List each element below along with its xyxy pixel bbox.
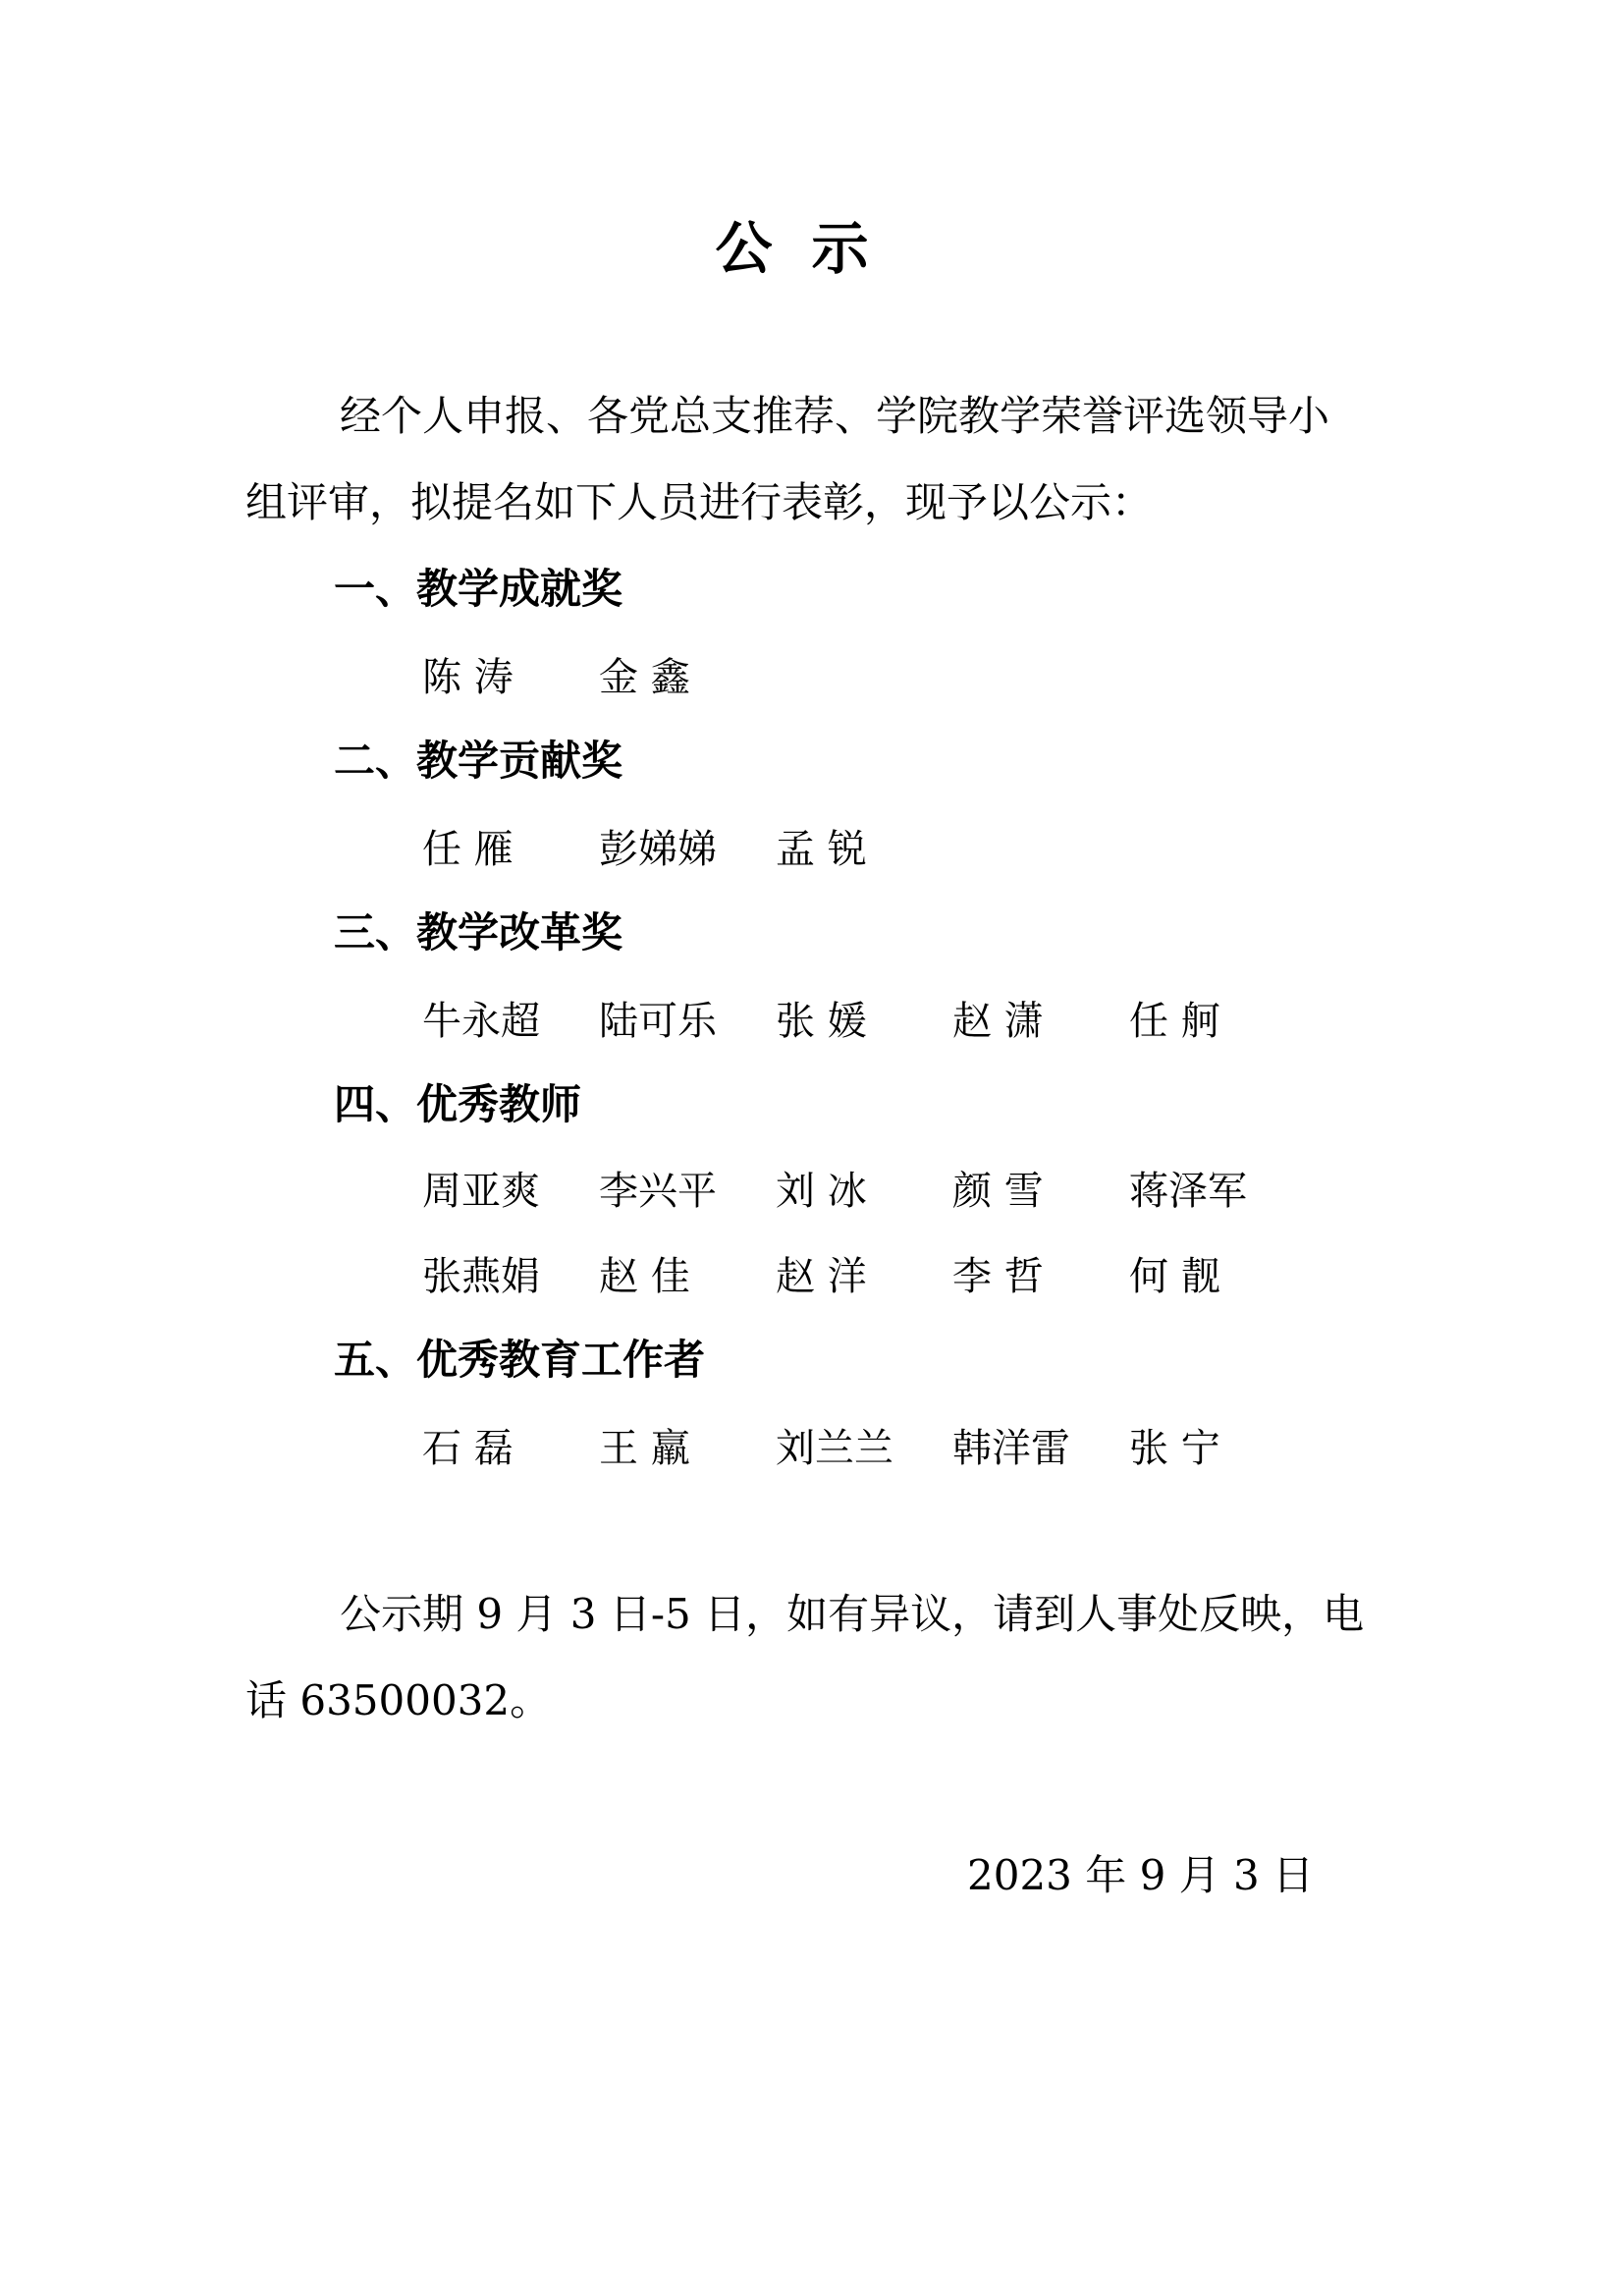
awardee-name: 陈 涛 — [422, 655, 514, 700]
notice-line-2: 话 63500032。 — [245, 1676, 552, 1724]
awardee-name: 赵 洋 — [776, 1254, 867, 1299]
awardee-name: 牛永超 — [422, 999, 540, 1044]
name-row — [422, 1162, 1306, 1221]
awardee-name: 张 媛 — [776, 999, 867, 1044]
awardee-name: 彭娣娣 — [599, 827, 717, 872]
intro-paragraph — [245, 373, 1394, 546]
section-heading-teaching-reform: 三、教学改革奖 — [334, 908, 623, 957]
name-row — [422, 648, 776, 707]
awardee-name: 张 宁 — [1129, 1426, 1220, 1471]
awardee-name: 周亚爽 — [422, 1169, 540, 1214]
awardee-name: 赵 潇 — [952, 999, 1044, 1044]
section-heading-teaching-contribution: 二、教学贡献奖 — [334, 737, 623, 785]
awardee-name: 刘兰兰 — [776, 1426, 893, 1471]
section-heading-excellent-educator: 五、优秀教育工作者 — [334, 1336, 706, 1384]
name-row — [422, 1247, 1306, 1306]
notice-paragraph — [245, 1571, 1394, 1744]
awardee-name: 韩洋雷 — [952, 1426, 1070, 1471]
awardee-name: 赵 佳 — [599, 1254, 690, 1299]
section-heading-excellent-teacher: 四、优秀教师 — [334, 1080, 582, 1128]
page-title: 公示 — [715, 215, 908, 282]
awardee-name: 任 舸 — [1129, 999, 1220, 1044]
awardee-name: 张燕娟 — [422, 1254, 540, 1299]
awardee-name: 任 雁 — [422, 827, 514, 872]
section-heading-teaching-achievement: 一、教学成就奖 — [334, 565, 623, 613]
awardee-name: 刘 冰 — [776, 1169, 867, 1214]
awardee-name: 陆可乐 — [599, 999, 717, 1044]
name-row — [422, 1419, 1306, 1478]
issue-date: 2023 年 9 月 3 日 — [967, 1851, 1315, 1899]
awardee-name: 李 哲 — [952, 1254, 1044, 1299]
awardee-name: 何 靓 — [1129, 1254, 1220, 1299]
intro-line-1: 经个人申报、各党总支推荐、学院教学荣誉评选领导小 — [340, 392, 1330, 440]
awardee-name: 孟 锐 — [776, 827, 867, 872]
intro-line-2: 组评审，拟提名如下人员进行表彰，现予以公示： — [245, 478, 1154, 526]
awardee-name: 石 磊 — [422, 1426, 514, 1471]
notice-line-1: 公示期 9 月 3 日-5 日，如有异议，请到人事处反映，电 — [340, 1590, 1365, 1638]
name-row — [422, 992, 1306, 1051]
name-row — [422, 820, 952, 879]
awardee-name: 王 羸 — [599, 1426, 690, 1471]
awardee-name: 金 鑫 — [599, 655, 690, 700]
awardee-name: 颜 雪 — [952, 1169, 1044, 1214]
awardee-name: 蒋泽军 — [1129, 1169, 1247, 1214]
awardee-name: 李兴平 — [599, 1169, 717, 1214]
